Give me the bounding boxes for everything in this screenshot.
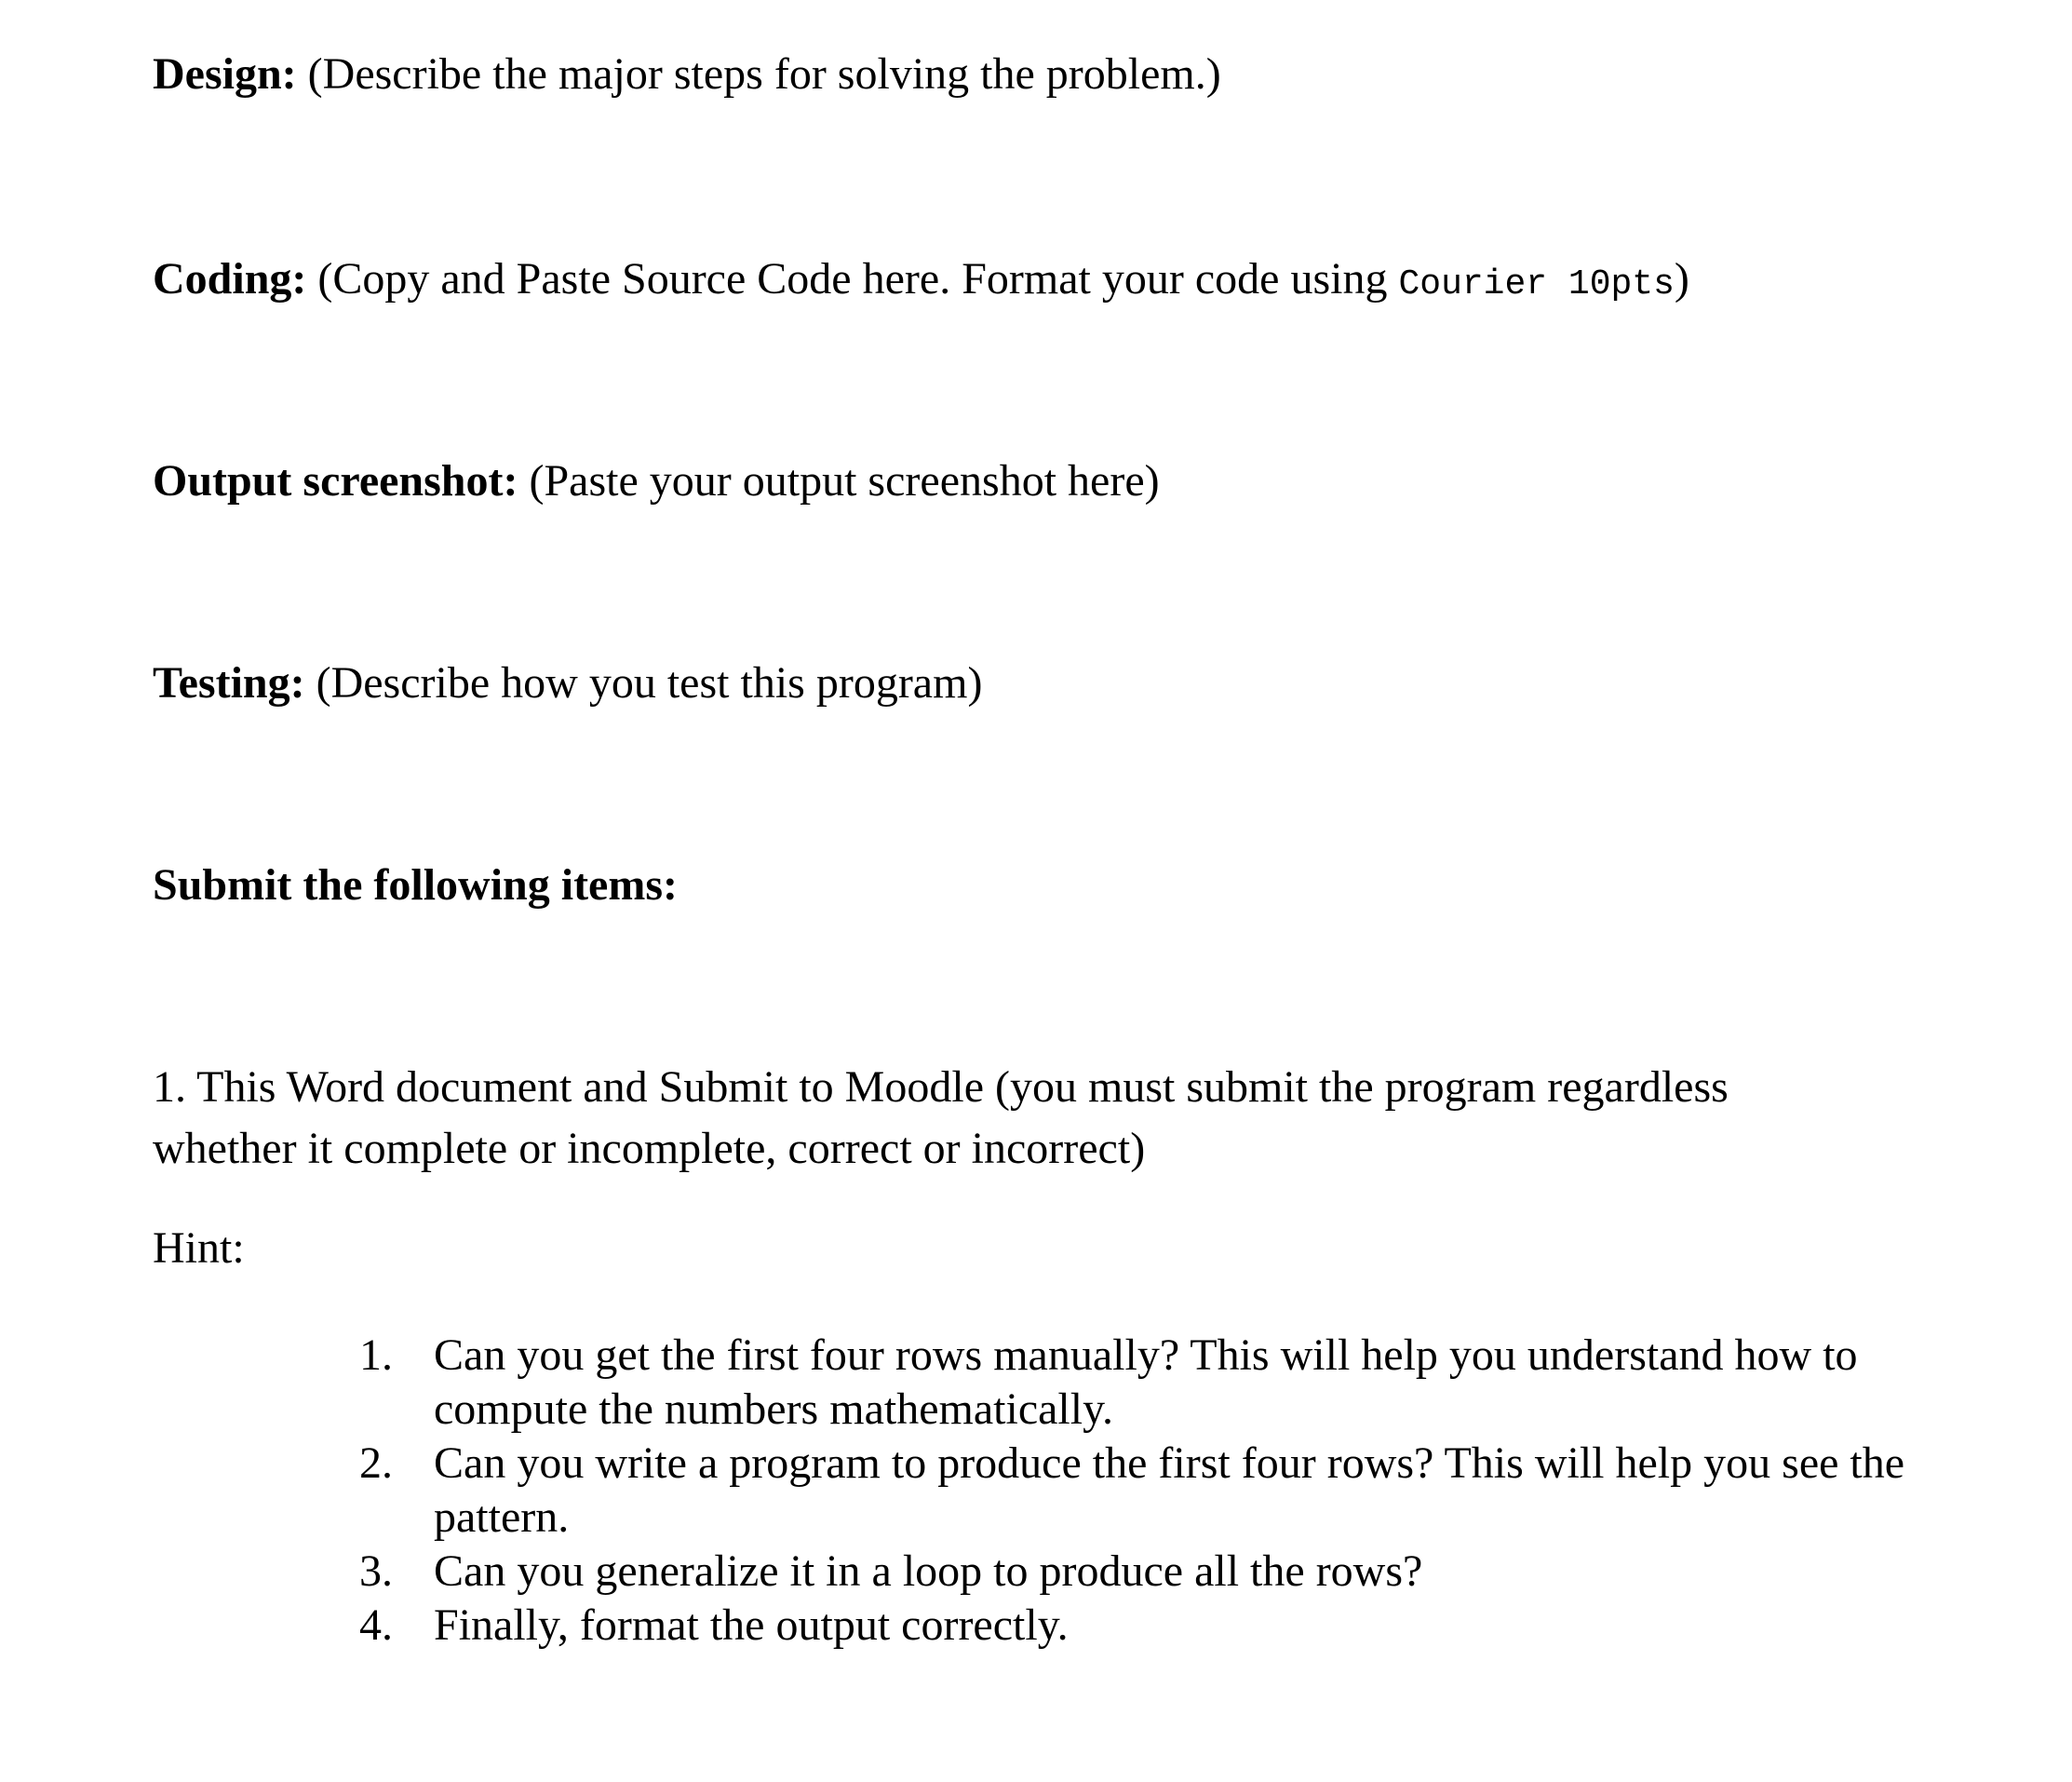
hint-label: Hint:: [153, 1223, 245, 1273]
output-screenshot-section: [153, 455, 1160, 507]
hint-item-number: 1.: [359, 1330, 393, 1380]
submit-heading-text: Submit the following items:: [153, 860, 678, 910]
submit-heading: [153, 859, 678, 911]
hint-list: [359, 1329, 1942, 1653]
output-label: Output screenshot:: [153, 456, 518, 506]
output-text: (Paste your output screenshot here): [518, 456, 1160, 506]
design-label: Design:: [153, 49, 297, 99]
hint-item-number: 2.: [359, 1438, 393, 1488]
submit-item-line-2: whether it complete or incomplete, correct or incorrect): [153, 1124, 1146, 1173]
hint-item-1: [359, 1329, 1942, 1437]
design-section: [153, 48, 1221, 101]
hint-item-text: Finally, format the output correctly.: [434, 1600, 1069, 1650]
coding-text: (Copy and Paste Source Code here. Format your code using: [306, 254, 1399, 304]
submit-item-line-1: 1. This Word document and Submit to Moodle (you must submit the program regardless: [153, 1062, 1729, 1112]
coding-font-spec: Courier 10pts: [1398, 264, 1675, 304]
hint-item-text: Can you write a program to produce the first four rows? This will help you see the pattern.: [434, 1438, 1905, 1542]
hint-item-text: Can you get the first four rows manually? This will help you understand how to compute the numbers mathematically.: [434, 1330, 1858, 1434]
hint-item-number: 4.: [359, 1600, 393, 1650]
hint-item-2: [359, 1437, 1942, 1545]
coding-label: Coding:: [153, 254, 307, 304]
testing-label: Testing:: [153, 658, 305, 708]
testing-section: [153, 657, 982, 709]
coding-text-end: ): [1674, 254, 1689, 304]
coding-section: [153, 253, 1689, 311]
design-text: (Describe the major steps for solving the problem.): [296, 49, 1221, 99]
hint-item-text: Can you generalize it in a loop to produce all the rows?: [434, 1546, 1423, 1596]
hint-item-3: [359, 1545, 1942, 1599]
hint-item-4: [359, 1599, 1942, 1653]
testing-text: (Describe how you test this program): [304, 658, 983, 708]
hint-item-number: 3.: [359, 1546, 393, 1596]
